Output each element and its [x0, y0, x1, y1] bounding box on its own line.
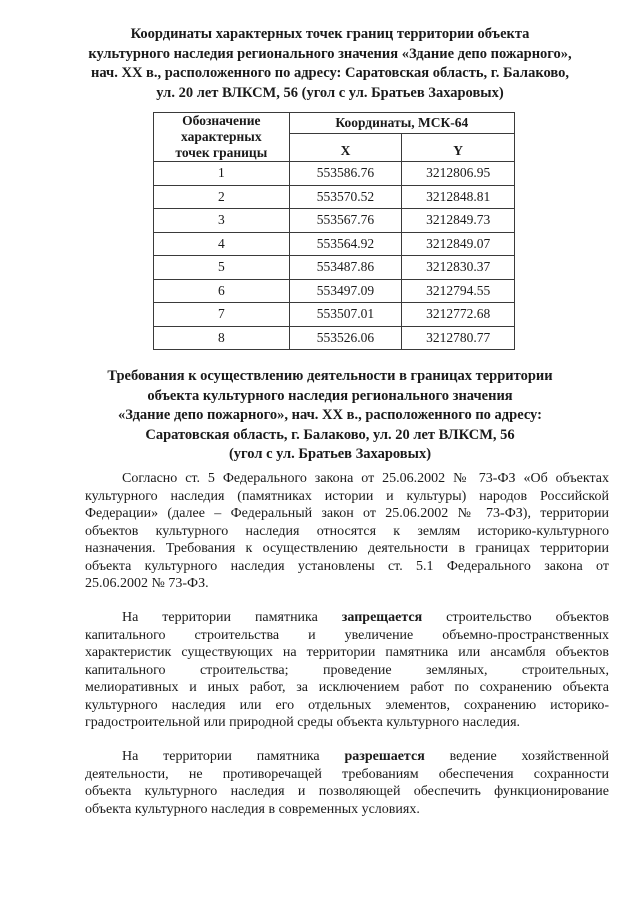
table-row	[154, 185, 515, 209]
permitted-keyword: разрешается	[344, 749, 425, 764]
prohibited-paragraph	[85, 609, 609, 732]
point-id: 8	[154, 326, 290, 350]
paragraph-line: деятельности, не противоречащей требованиям обеспечения сохранности	[85, 766, 609, 782]
point-id: 4	[154, 232, 290, 256]
paragraph-line: культурного наследия или его отдельных элементов, сохранению историко-	[85, 697, 609, 713]
x-value: 553586.76	[289, 162, 402, 186]
x-value: 553567.76	[289, 209, 402, 233]
y-value: 3212849.73	[402, 209, 515, 233]
table-row	[154, 232, 515, 256]
requirements-title	[60, 367, 600, 465]
title-line: «Здание депо пожарного», нач. XX в., расположенного по адресу:	[118, 407, 542, 423]
point-id: 2	[154, 185, 290, 209]
header-coordinates: Координаты, МСК-64	[289, 113, 514, 134]
table-row	[154, 326, 515, 350]
y-value: 3212849.07	[402, 232, 515, 256]
paragraph-line: Согласно ст. 5 Федерального закона от 25.06.2002 № 73-ФЗ «Об объектах	[122, 471, 609, 486]
paragraph-line: объекта культурного наследия и позволяющей обеспечить функционирование	[85, 784, 609, 799]
y-value: 3212830.37	[402, 256, 515, 280]
table-row	[154, 256, 515, 280]
table-row	[154, 303, 515, 327]
x-value: 553564.92	[289, 232, 402, 256]
title-line: объекта культурного наследия регионального значения	[147, 387, 513, 404]
paragraph-text: На территории памятника	[122, 610, 318, 625]
prohibited-keyword: запрещается	[341, 610, 423, 625]
legal-basis-paragraph	[85, 470, 609, 593]
paragraph-first-line	[85, 748, 609, 766]
paragraph-line: 25.06.2002 № 73-ФЗ.	[85, 576, 209, 591]
point-id: 3	[154, 209, 290, 233]
paragraph-line: объекта культурного наследия установлены ст. 5.1 Федерального закона от	[85, 558, 609, 574]
y-value: 3212848.81	[402, 185, 515, 209]
title-line: (угол с ул. Братьев Захаровых)	[228, 446, 432, 462]
paragraph-line: градостроительной или природной среды объекта культурного наследия.	[85, 715, 521, 730]
header-point-label: Обозначение характерных точек границы	[154, 113, 290, 162]
y-value: 3212772.68	[402, 303, 515, 327]
title-line: ул. 20 лет ВЛКСМ, 56 (угол с ул. Братьев Захаровых)	[156, 84, 504, 101]
table-row	[154, 209, 515, 233]
title-line: Саратовская область, г. Балаково, ул. 20 лет ВЛКСМ, 56	[145, 426, 515, 443]
paragraph-line: капитального строительства; проведение земляных, строительных,	[85, 662, 609, 678]
table-row	[154, 279, 515, 303]
header-x: X	[289, 134, 402, 162]
x-value: 553497.09	[289, 279, 402, 303]
paragraph-line: объектов культурного наследия относятся к землям историко-культурного	[85, 523, 609, 539]
paragraph-line: объекта культурного наследия в современных условиях.	[85, 801, 420, 817]
point-id: 6	[154, 279, 290, 303]
x-value: 553570.52	[289, 185, 402, 209]
x-value: 553487.86	[289, 256, 402, 280]
title-line: нач. XX в., расположенного по адресу: Саратовская область, г. Балаково,	[91, 65, 569, 81]
paragraph-text: строительство объектов	[446, 610, 609, 625]
y-value: 3212780.77	[402, 326, 515, 350]
permitted-paragraph	[85, 748, 609, 818]
paragraph-line: мелиоративных и иных работ, за исключением работ по сохранению объекта	[85, 680, 609, 695]
header-y: Y	[402, 134, 515, 162]
y-value: 3212794.55	[402, 279, 515, 303]
point-id: 5	[154, 256, 290, 280]
paragraph-first-line	[85, 609, 609, 627]
coordinates-title	[60, 25, 600, 103]
title-line: Требования к осуществлению деятельности в границах территории	[107, 368, 553, 384]
y-value: 3212806.95	[402, 162, 515, 186]
paragraph-text: На территории памятника	[122, 749, 320, 764]
coordinates-table	[153, 112, 515, 350]
x-value: 553526.06	[289, 326, 402, 350]
paragraph-line: капитального строительства и увеличение объемно-пространственных	[85, 627, 609, 643]
title-line: Координаты характерных точек границ территории объекта	[130, 26, 530, 42]
point-id: 7	[154, 303, 290, 327]
paragraph-line: Федерации» (далее – Федеральный закон от 25.06.2002 № 73-ФЗ), территории	[85, 506, 609, 521]
x-value: 553507.01	[289, 303, 402, 327]
paragraph-line: культурного наследия (памятниках истории и культуры) народов Российской	[85, 488, 609, 504]
table-row	[154, 162, 515, 186]
paragraph-line: назначения. Требования к осуществлению деятельности в границах территории	[85, 541, 609, 556]
paragraph-text: ведение хозяйственной	[449, 749, 610, 764]
paragraph-line: характеристик существующих на территории памятника или ансамбля объектов	[85, 645, 609, 660]
point-id: 1	[154, 162, 290, 186]
title-line: культурного наследия регионального значения «Здание депо пожарного»,	[88, 45, 572, 62]
